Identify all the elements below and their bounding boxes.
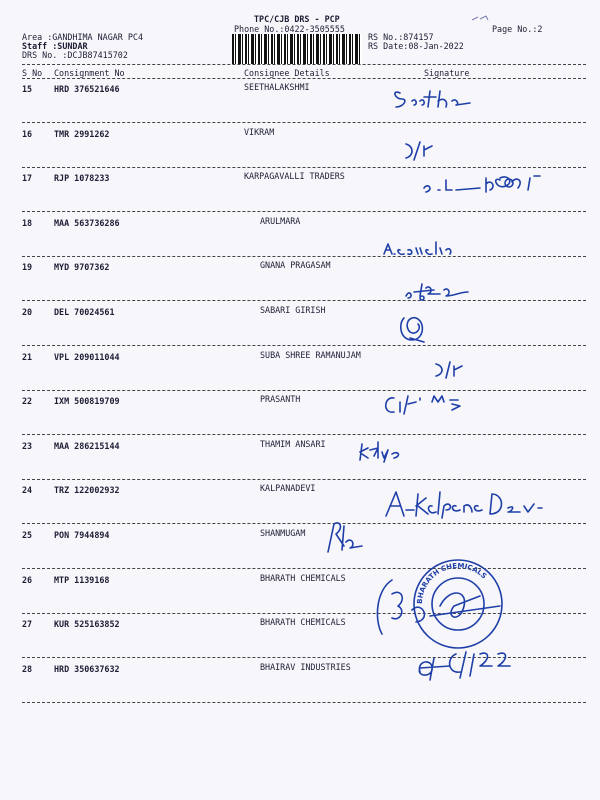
- row-consignee: GNANA PRAGASAM: [260, 260, 331, 271]
- row-sno: 28: [22, 663, 33, 674]
- row-sno: 19: [22, 262, 33, 273]
- row-consignee: VIKRAM: [244, 126, 275, 137]
- drs-number: DRS No. :DCJB87415702: [22, 50, 128, 60]
- row-consignment-no: HRD 350637632: [54, 663, 120, 674]
- row-divider: [22, 434, 586, 435]
- col-consignee: Consignee Details: [244, 68, 330, 78]
- row-consignee: SABARI GIRISH: [260, 305, 326, 315]
- rs-number: RS No.:874157: [368, 32, 434, 42]
- row-sno: 27: [22, 619, 33, 630]
- row-consignment-no: MAA 286215144: [54, 440, 120, 451]
- area-label: Area :GANDHIMA NAGAR PC4: [22, 32, 144, 42]
- row-consignment-no: DEL 70024561: [54, 307, 115, 317]
- row-sno: 21: [22, 351, 33, 362]
- row-sno: 16: [22, 128, 33, 139]
- header-rule-top: [22, 64, 586, 65]
- signature-18: [380, 236, 470, 260]
- row-consignment-no: VPL 209011044: [54, 351, 120, 362]
- row-divider: [22, 122, 586, 123]
- col-sno: S No: [22, 68, 43, 78]
- row-divider: [22, 390, 586, 391]
- phone-number: Phone No.:0422-3505555: [234, 24, 345, 34]
- signature-21: [432, 358, 472, 382]
- row-sno: 15: [22, 84, 33, 94]
- signature-24: [384, 486, 554, 522]
- row-divider: [22, 702, 586, 703]
- staff-label: Staff :SUNDAR: [22, 41, 88, 51]
- row-sno: 24: [22, 485, 33, 496]
- signature-17: [420, 168, 560, 198]
- row-consignment-no: KUR 525163852: [54, 619, 120, 630]
- row-consignee: KARPAGAVALLI TRADERS: [244, 171, 345, 182]
- company-stamp: [410, 556, 506, 652]
- signature-28: [410, 644, 520, 684]
- signature-15: [390, 85, 490, 115]
- stamp-text: BHARATH CHEMICALS: [415, 561, 489, 605]
- row-sno: 25: [22, 530, 33, 540]
- scribble-mark: [470, 14, 492, 24]
- row-divider: [22, 211, 586, 212]
- rs-date: RS Date:08-Jan-2022: [368, 41, 464, 51]
- row-divider: [22, 479, 586, 480]
- row-consignee: SUBA SHREE RAMANUJAM: [260, 349, 361, 360]
- row-divider: [22, 523, 586, 524]
- row-sno: 20: [22, 307, 33, 317]
- row-consignee: PRASANTH: [260, 394, 301, 405]
- document-title: TPC/CJB DRS - PCP: [254, 14, 340, 24]
- row-consignment-no: HRD 376521646: [54, 84, 120, 94]
- signature-22: [380, 392, 480, 420]
- row-divider: [22, 345, 586, 346]
- row-divider: [22, 300, 586, 301]
- signature-16: [400, 140, 450, 162]
- signature-19: [400, 278, 480, 302]
- row-sno: 23: [22, 440, 33, 451]
- page-number: Page No.:2: [492, 24, 543, 34]
- row-consignee: THAMIM ANSARI: [260, 438, 326, 449]
- row-sno: 22: [22, 396, 33, 407]
- row-consignment-no: TMR 2991262: [54, 128, 110, 139]
- row-sno: 17: [22, 173, 33, 184]
- row-consignment-no: MYD 9707362: [54, 262, 110, 273]
- row-consignee: BHARATH CHEMICALS: [260, 617, 346, 628]
- row-consignment-no: MTP 1139168: [54, 574, 110, 585]
- row-consignment-no: PON 7944894: [54, 530, 110, 540]
- row-consignee: BHARATH CHEMICALS: [260, 572, 346, 583]
- row-consignment-no: RJP 1078233: [54, 173, 110, 184]
- signature-20: [396, 312, 436, 344]
- row-consignment-no: TRZ 122002932: [54, 485, 120, 496]
- row-consignee: KALPANADEVI: [260, 483, 316, 494]
- row-consignee: SEETHALAKSHMI: [244, 82, 310, 92]
- row-consignee: BHAIRAV INDUSTRIES: [260, 661, 351, 672]
- row-sno: 18: [22, 217, 33, 228]
- col-consignment: Consignment No: [54, 68, 125, 78]
- header-rule-bottom: [22, 78, 586, 79]
- barcode: [232, 34, 362, 64]
- row-consignment-no: MAA 563736286: [54, 217, 120, 228]
- row-divider: [22, 256, 586, 257]
- row-consignee: SHANMUGAM: [260, 528, 306, 538]
- row-consignment-no: IXM 500819709: [54, 396, 120, 407]
- signature-25: [322, 516, 372, 556]
- col-signature: Signature: [424, 68, 470, 78]
- row-sno: 26: [22, 574, 33, 585]
- signature-23: [356, 438, 406, 466]
- row-consignee: ARULMARA: [260, 215, 301, 226]
